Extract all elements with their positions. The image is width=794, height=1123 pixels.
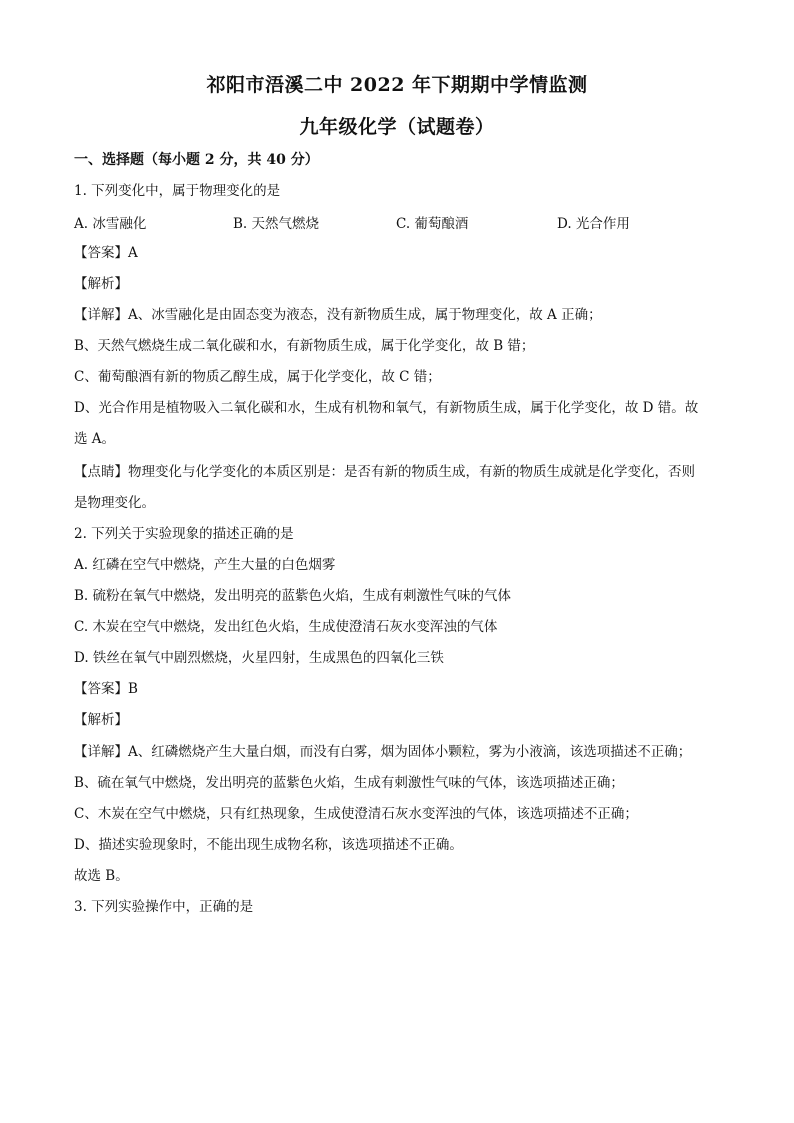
question-1-detail-line: D、光合作用是植物吸入二氧化碳和水，生成有机物和氧气，有新物质生成，属于化学变化，故 D 错。故 bbox=[74, 400, 699, 416]
exam-title: 祁阳市浯溪二中 2022 年下期期中学情监测 bbox=[206, 74, 588, 96]
question-1-detail-line: 选 A。 bbox=[74, 431, 116, 447]
question-2-option-b: B. 硫粉在氧气中燃烧，发出明亮的蓝紫色火焰，生成有刺激性气味的气体 bbox=[74, 588, 512, 604]
question-2-analysis-label: 【解析】 bbox=[74, 712, 128, 728]
question-2-option-d: D. 铁丝在氧气中剧烈燃烧，火星四射，生成黑色的四氧化三铁 bbox=[74, 650, 444, 666]
question-2-detail-line: D、描述实验现象时，不能出现生成物名称，该选项描述不正确。 bbox=[74, 837, 463, 853]
question-1-option-a: A. 冰雪融化 bbox=[74, 216, 147, 232]
question-1-comment-line: 是物理变化。 bbox=[74, 495, 155, 511]
section-heading: 一、选择题（每小题 2 分，共 40 分） bbox=[74, 152, 319, 168]
question-2-detail-line: B、硫在氧气中燃烧，发出明亮的蓝紫色火焰，生成有刺激性气味的气体，该选项描述正确； bbox=[74, 775, 624, 791]
exam-subtitle: 九年级化学（试题卷） bbox=[299, 116, 495, 138]
question-2-option-c: C. 木炭在空气中燃烧，发出红色火焰，生成使澄清石灰水变浑浊的气体 bbox=[74, 619, 498, 635]
question-1-option-c: C. 葡萄酿酒 bbox=[396, 216, 469, 232]
question-1-option-d: D. 光合作用 bbox=[557, 216, 630, 232]
question-1-detail-line: C、葡萄酿酒有新的物质乙醇生成，属于化学变化，故 C 错； bbox=[74, 369, 441, 385]
question-1-detail-line: 【详解】A、冰雪融化是由固态变为液态，没有新物质生成，属于物理变化，故 A 正确； bbox=[74, 307, 602, 323]
question-1-answer: 【答案】A bbox=[74, 245, 138, 261]
question-1-analysis-label: 【解析】 bbox=[74, 276, 128, 292]
question-1-option-b: B. 天然气燃烧 bbox=[233, 216, 320, 232]
question-1-stem: 1. 下列变化中，属于物理变化的是 bbox=[74, 183, 281, 199]
question-2-detail-line: C、木炭在空气中燃烧，只有红热现象，生成使澄清石灰水变浑浊的气体，该选项描述不正确； bbox=[74, 806, 638, 822]
question-2-option-a: A. 红磷在空气中燃烧，产生大量的白色烟雾 bbox=[74, 557, 336, 573]
question-2-detail-line: 故选 B。 bbox=[74, 868, 129, 884]
question-1-comment-line: 【点睛】物理变化与化学变化的本质区别是：是否有新的物质生成，有新的物质生成就是化学变化，否则 bbox=[74, 464, 695, 480]
question-1-detail-line: B、天然气燃烧生成二氧化碳和水，有新物质生成，属于化学变化，故 B 错； bbox=[74, 338, 535, 354]
question-2-stem: 2. 下列关于实验现象的描述正确的是 bbox=[74, 526, 294, 542]
question-2-answer: 【答案】B bbox=[74, 681, 138, 697]
question-3-stem: 3. 下列实验操作中，正确的是 bbox=[74, 899, 254, 915]
question-2-detail-line: 【详解】A、红磷燃烧产生大量白烟，而没有白雾，烟为固体小颗粒，雾为小液滴，该选项描述不正确； bbox=[74, 744, 692, 760]
